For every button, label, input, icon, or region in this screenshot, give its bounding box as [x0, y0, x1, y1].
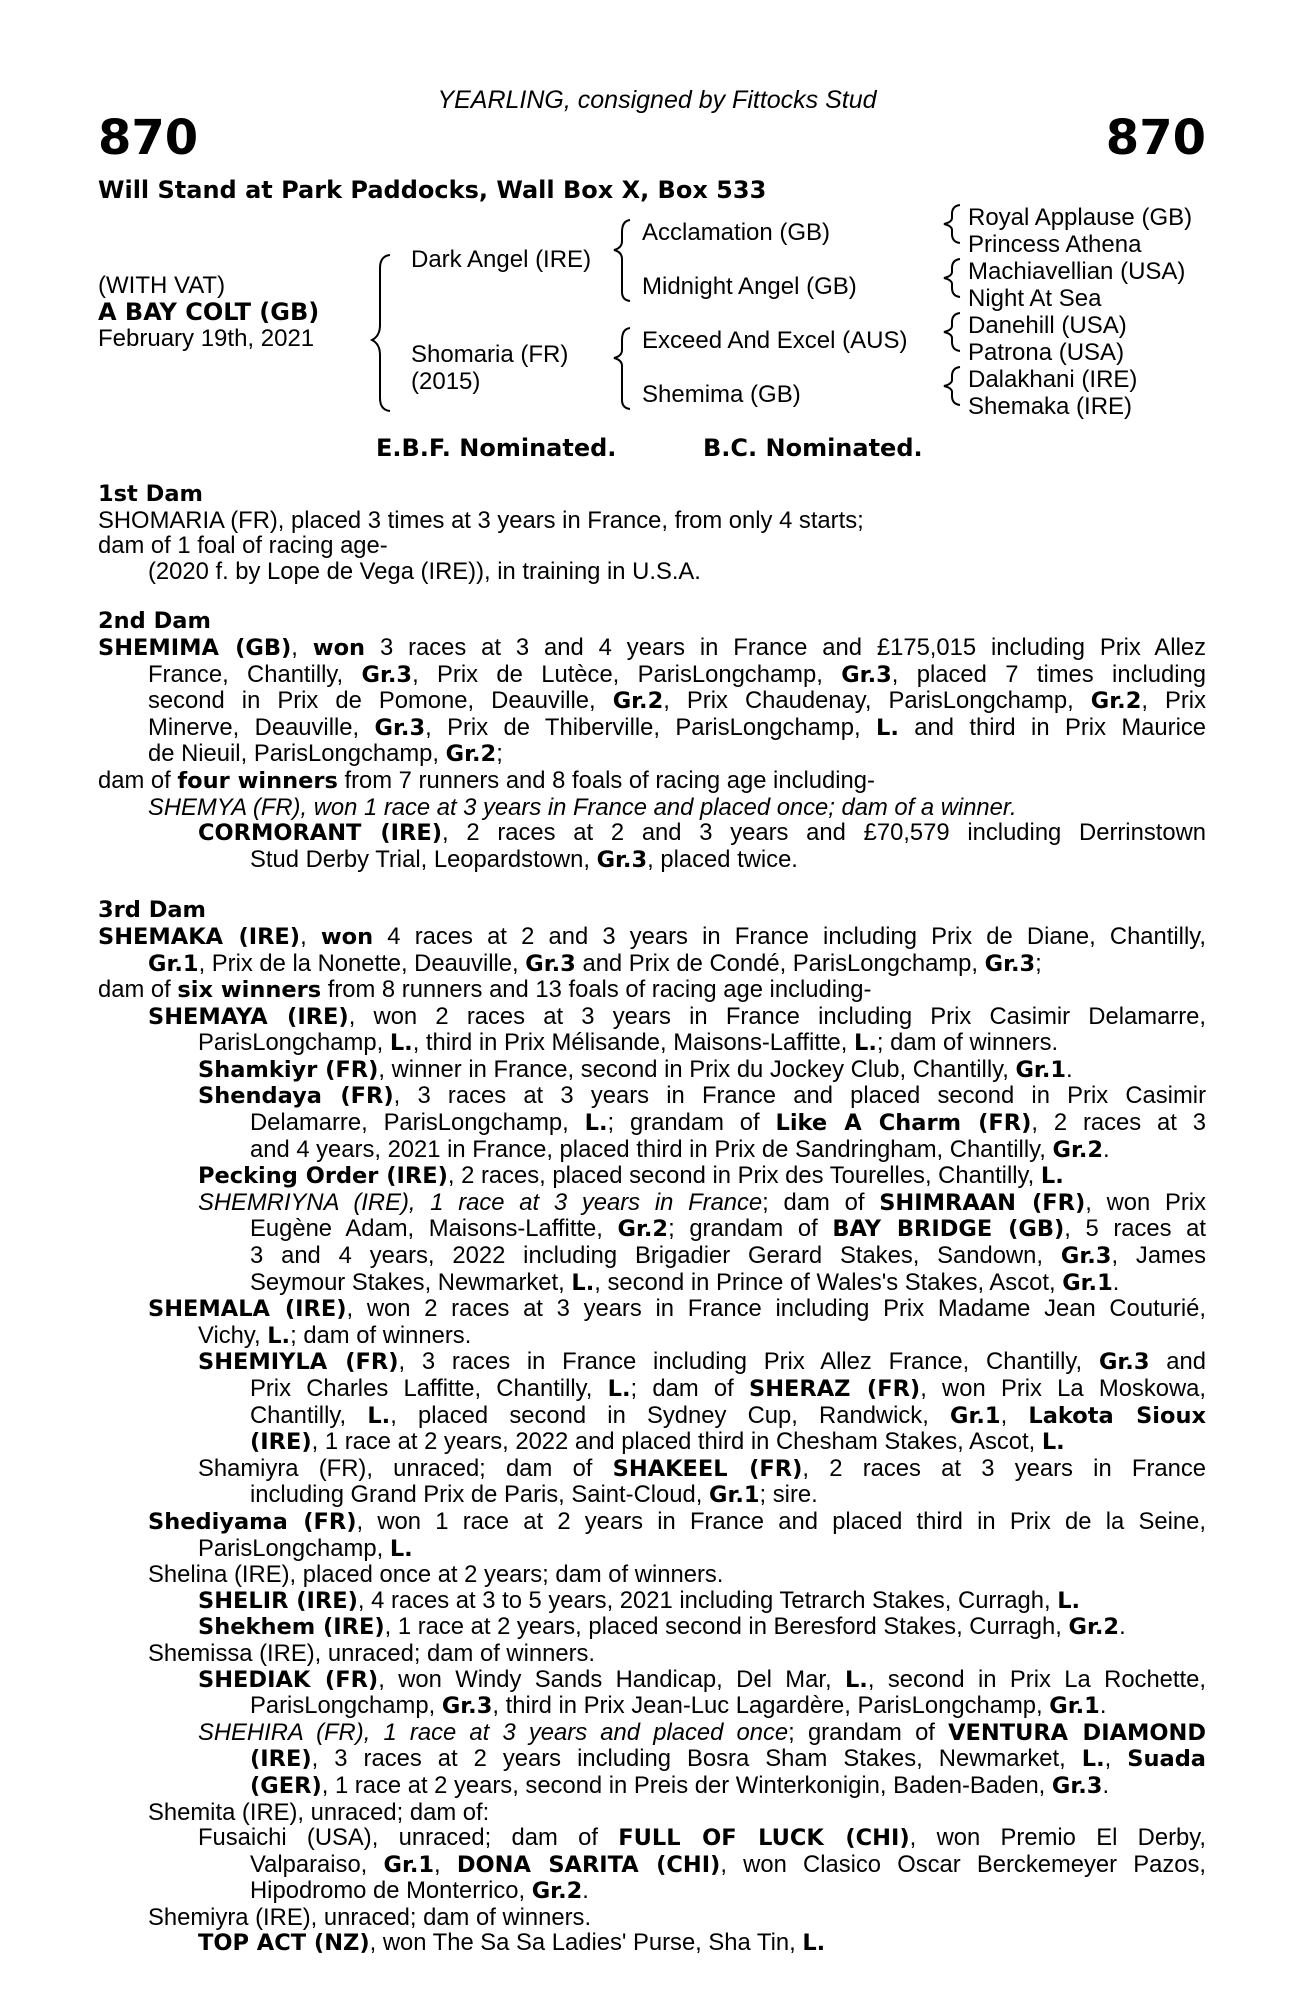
ggp-3: Machiavellian (USA) — [968, 258, 1186, 285]
text-run: ParisLongchamp, — [198, 1534, 390, 1562]
second-dam-line — [98, 662, 1206, 689]
third-dam-line — [98, 1190, 1206, 1217]
third-dam-line — [98, 1349, 1206, 1376]
italic-run: SHEMRIYNA (IRE) — [198, 1188, 409, 1216]
third-dam-line — [98, 1667, 1206, 1694]
ebf-nomination: E.B.F. Nominated. — [376, 434, 617, 462]
third-dam-line — [98, 1243, 1206, 1270]
text-run: Vichy, — [198, 1321, 268, 1349]
text-run: Stud Derby Trial, Leopardstown, — [250, 845, 597, 873]
bold-run: L. — [607, 1376, 631, 1402]
bold-run: SHAKEEL (FR) — [612, 1455, 803, 1482]
ggp-8: Shemaka (IRE) — [968, 393, 1133, 420]
text-run: , Prix Chaudenay, ParisLongchamp, — [663, 687, 1091, 715]
text-run: ; dam of — [762, 1188, 880, 1216]
text-run: ; dam of winners. — [290, 1321, 472, 1349]
grade: Gr.2 — [612, 688, 664, 715]
second-dam-line — [98, 741, 1206, 768]
first-dam-line: dam of 1 foal of racing age- — [98, 532, 388, 560]
bold-run: Gr.2 — [617, 1216, 669, 1243]
dam: Shomaria (FR) — [411, 341, 569, 368]
text-run: , placed 7 times including — [891, 660, 1206, 688]
text-run: 3 and 4 years, 2022 including Brigadier Gerard Stakes, Sandown, — [250, 1242, 1061, 1270]
text-run: , second in Prince of Wales's Stakes, Ascot, — [594, 1268, 1063, 1296]
text-run: and Prix de Condé, ParisLongchamp, — [575, 949, 985, 977]
text-run: Eugène Adam, Maisons-Laffitte, — [250, 1215, 618, 1243]
text-run: , — [434, 1850, 457, 1878]
grade: Gr.2 — [1090, 688, 1142, 715]
bold-run: Gr.1 — [1049, 1693, 1100, 1720]
text-run: , won Premio El Derby, — [909, 1824, 1206, 1852]
bold-run: six winners — [177, 977, 322, 1004]
text-run: ; — [1035, 949, 1042, 977]
text-run: ; dam of winners. — [876, 1029, 1059, 1057]
text-run: Hipodromo de Monterrico, — [250, 1877, 532, 1905]
text-run: de Nieuil, ParisLongchamp, — [148, 740, 446, 768]
text-run: , 2 races at 3 — [1031, 1109, 1206, 1137]
text-run: , Prix de Lutèce, ParisLongchamp, — [412, 660, 842, 688]
third-dam-line — [98, 1905, 1206, 1931]
third-dam-line — [98, 1614, 1206, 1641]
bold-run: SHIMRAAN (FR) — [879, 1189, 1086, 1216]
grade: Gr.3 — [841, 661, 892, 688]
third-dam-line — [98, 1800, 1206, 1826]
bold-run: Gr.3 — [525, 950, 576, 977]
bold-run: Shediyama (FR) — [148, 1508, 357, 1535]
text-run: , 4 races at 3 to 5 years, 2021 including Tetrarch Stakes, Curragh, — [357, 1586, 1058, 1614]
text-run: and third in Prix Maurice — [898, 713, 1206, 741]
third-dam-section — [98, 924, 1206, 1957]
text-run: ; dam of — [630, 1375, 750, 1402]
third-dam-line — [98, 1163, 1206, 1190]
bold-run: Lakota Sioux — [1028, 1402, 1206, 1429]
first-dam-line: SHOMARIA (FR), placed 3 times at 3 years in France, from only 4 starts; — [98, 506, 864, 534]
bold-run: Gr.1 — [1015, 1056, 1067, 1083]
third-dam-line — [98, 1536, 1206, 1563]
text-run: , won Clasico Oscar Berckemeyer Pazos, — [720, 1850, 1207, 1878]
text-run: , 1 race at 2 years, second in Preis der Winterkonigin, Baden-Baden, — [321, 1771, 1052, 1799]
text-run: . — [1066, 1055, 1073, 1083]
third-dam-line — [98, 1878, 1206, 1905]
bold-run: FULL OF LUCK (CHI) — [618, 1825, 910, 1852]
italic-run: SHEHIRA (FR) — [198, 1718, 364, 1746]
third-dam-line — [98, 1216, 1206, 1243]
second-dam-line — [98, 820, 1206, 847]
bold-run: L. — [389, 1030, 413, 1057]
bold-run: SHERAZ (FR) — [749, 1376, 921, 1402]
text-run: , won 2 races at 3 years in France including Prix Madame Jean Couturié, — [346, 1295, 1206, 1323]
third-dam-line — [98, 951, 1206, 978]
catalogue-body — [98, 482, 1206, 1957]
text-run: . — [1119, 1613, 1126, 1641]
ggp-7: Dalakhani (IRE) — [968, 366, 1138, 393]
second-dam-line — [98, 795, 1206, 821]
bold-run: SHEMIYLA (FR) — [198, 1349, 399, 1376]
bold-run: Gr.2 — [1052, 1136, 1104, 1163]
text-run: , 1 race at 2 years, 2022 and placed third in Chesham Stakes, Ascot, — [311, 1428, 1042, 1456]
text-run: , winner in France, second in Prix du Jockey Club, Chantilly, — [378, 1055, 1016, 1083]
third-dam-line — [98, 1057, 1206, 1084]
bold-run: SHEMAKA (IRE) — [98, 923, 301, 950]
third-dam-line — [98, 1773, 1206, 1800]
text-run: including Grand Prix de Paris, Saint-Cloud, — [250, 1481, 709, 1509]
foaling-date: February 19th, 2021 — [98, 325, 315, 352]
text-run: . — [1102, 1771, 1110, 1799]
text-run: , 5 races at — [1064, 1215, 1207, 1243]
bold-run: Gr.3 — [1051, 1772, 1103, 1799]
text-run: ; sire. — [759, 1481, 818, 1509]
text-run: , 2 races, placed second in Prix des Tourelles, Chantilly, — [447, 1162, 1041, 1190]
grade: L. — [875, 714, 899, 741]
third-dam-line — [98, 924, 1206, 951]
text-run: Shemiyra (IRE), unraced; dam of winners. — [148, 1903, 592, 1931]
text-run: . — [1112, 1268, 1120, 1296]
third-dam-line — [98, 1296, 1206, 1323]
text-run: , Prix de Thiberville, ParisLongchamp, — [425, 713, 876, 741]
text-run: , James — [1111, 1242, 1207, 1270]
text-run: 3 races at 3 and 4 years in France and £175,015 including Prix Allez — [365, 633, 1206, 661]
text-run: , placed second in Sydney Cup, Randwick, — [390, 1401, 951, 1429]
third-dam-line — [98, 1693, 1206, 1720]
third-dam-line — [98, 1270, 1206, 1297]
text-run: , 3 races at 2 years including Bosra Sham Stakes, Newmarket, — [311, 1745, 1082, 1773]
third-dam-line — [98, 1746, 1206, 1773]
third-dam-heading: 3rd Dam — [98, 897, 206, 924]
text-run: , — [300, 922, 321, 950]
horse-name: A BAY COLT (GB) — [98, 298, 320, 326]
bc-nomination: B.C. Nominated. — [703, 434, 923, 462]
bold-run: Shekhem (IRE) — [198, 1614, 385, 1641]
bold-run: Gr.1 — [1062, 1269, 1113, 1296]
bold-run: L. — [267, 1322, 291, 1349]
horse-name-bold: CORMORANT (IRE) — [198, 820, 442, 847]
bold-run: Gr.3 — [441, 1693, 493, 1720]
third-dam-line — [98, 1004, 1206, 1031]
second-dam-line — [98, 715, 1206, 742]
bold-run: L. — [389, 1535, 413, 1562]
third-dam-line — [98, 1137, 1206, 1164]
third-dam-line — [98, 1482, 1206, 1509]
text-run: , — [1104, 1745, 1128, 1773]
winners-count: four winners — [177, 767, 338, 794]
bold-run: L. — [1057, 1587, 1081, 1614]
stand-location: Will Stand at Park Paddocks, Wall Box X, Box 533 — [98, 176, 767, 204]
text-run: ; grandam of — [788, 1718, 949, 1746]
third-dam-line — [98, 1110, 1206, 1137]
dam-dam: Shemima (GB) — [642, 381, 801, 408]
bold-run: Gr.3 — [984, 950, 1036, 977]
ggp-4: Night At Sea — [968, 285, 1102, 312]
third-dam-line — [98, 1641, 1206, 1667]
text-run: , won 2 races at 3 years in France including Prix Casimir Delamarre, — [348, 1002, 1207, 1030]
text-run: Shemissa (IRE), unraced; dam of winners. — [148, 1639, 596, 1667]
third-dam-line — [98, 1323, 1206, 1350]
text-run: ; grandam of — [607, 1109, 776, 1137]
text-run: Shemita (IRE), unraced; dam of: — [148, 1798, 490, 1826]
bold-run: won — [320, 923, 374, 950]
bold-run: L. — [367, 1402, 391, 1429]
third-dam-line — [98, 1456, 1206, 1483]
ggp-2: Princess Athena — [968, 231, 1142, 258]
text-run: and — [1149, 1348, 1206, 1376]
second-dam-heading: 2nd Dam — [98, 608, 211, 635]
bold-run: L. — [1081, 1746, 1105, 1773]
bold-run: SHEMAYA (IRE) — [148, 1003, 349, 1030]
text-run: , 3 races at 3 years in France and placed second in Prix Casimir — [393, 1082, 1206, 1110]
text-run: , third in Prix Mélisande, Maisons-Laffitte, — [412, 1029, 855, 1057]
dam-sire: Exceed And Excel (AUS) — [642, 327, 908, 354]
bold-run: L. — [802, 1930, 826, 1957]
text-run: from 7 runners and 8 foals of racing age including- — [337, 766, 875, 794]
dam-year: (2015) — [411, 368, 481, 395]
third-dam-line — [98, 1720, 1206, 1747]
text-run: Minerve, Deauville, — [148, 713, 375, 741]
bold-run: Gr.2 — [531, 1878, 583, 1905]
text-run: from 8 runners and 13 foals of racing age including- — [321, 976, 872, 1004]
grade: Gr.2 — [445, 741, 497, 768]
third-dam-line — [98, 1852, 1206, 1879]
consignor-line: YEARLING, consigned by Fittocks Stud — [437, 86, 877, 114]
bold-run: (IRE) — [250, 1746, 312, 1773]
text-run: , 1 race at 2 years, placed second in Beresford Stakes, Curragh, — [384, 1613, 1069, 1641]
text-run: , — [1000, 1401, 1029, 1429]
text-run: ParisLongchamp, — [198, 1029, 390, 1057]
text-run: and 4 years, 2021 in France, placed third in Prix de Sandringham, Chantilly, — [250, 1135, 1053, 1163]
text-run: , won The Sa Sa Ladies' Purse, Sha Tin, — [369, 1929, 803, 1957]
text-run: second in Prix de Pomone, Deauville, — [148, 687, 613, 715]
italic-run: , 1 race at 3 years in France — [408, 1188, 763, 1216]
text-run: Valparaiso, — [250, 1850, 384, 1878]
text-run: ParisLongchamp, — [250, 1692, 442, 1720]
text-run: ; — [496, 740, 503, 768]
third-dam-line — [98, 1825, 1206, 1852]
lot-number-left: 870 — [98, 110, 199, 166]
bold-run: BAY BRIDGE (GB) — [832, 1216, 1065, 1243]
text-run: , 3 races in France including Prix Allez France, Chantilly, — [398, 1348, 1099, 1376]
text-run: ; grandam of — [668, 1215, 833, 1243]
third-dam-line — [98, 1562, 1206, 1588]
bold-run: (IRE) — [250, 1429, 312, 1456]
text-run: , won Prix — [1085, 1188, 1206, 1216]
bold-run: DONA SARITA (CHI) — [456, 1851, 721, 1878]
bold-run: TOP ACT (NZ) — [198, 1930, 370, 1957]
sire-dam: Midnight Angel (GB) — [642, 273, 857, 300]
bold-run: L. — [844, 1666, 868, 1693]
text-run: , third in Prix Jean-Luc Lagardère, ParisLongchamp, — [492, 1692, 1050, 1720]
text-run: France, Chantilly, — [148, 660, 362, 688]
third-dam-line — [98, 1376, 1206, 1403]
text-run: . — [1103, 1135, 1110, 1163]
text-run: , won 1 race at 2 years in France and placed third in Prix de la Seine, — [356, 1507, 1206, 1535]
bold-run: L. — [1040, 1163, 1064, 1190]
vat-note: (WITH VAT) — [98, 272, 226, 299]
bold-run: Suada — [1127, 1746, 1206, 1773]
text-run: , won 1 race at 3 years in France and placed once; dam of a winner. — [300, 793, 1017, 821]
grade: Gr.3 — [374, 714, 426, 741]
lot-number-right: 870 — [1105, 110, 1206, 166]
bold-run: Shamkiyr (FR) — [198, 1056, 379, 1083]
bold-run: L. — [854, 1030, 877, 1057]
italic-run: , 1 race at 3 years and placed once — [363, 1718, 789, 1746]
text-run: dam of — [98, 976, 178, 1004]
bold-run: Gr.2 — [1068, 1614, 1120, 1641]
text-run: Shamiyra (FR), unraced; dam of — [198, 1454, 613, 1482]
second-dam-line: SHEMIMA (GB), won 3 races at 3 and 4 years in France and £175,015 including Prix Allez — [98, 633, 1206, 661]
bold-run: SHEDIAK (FR) — [198, 1666, 379, 1693]
horse-name-italic: SHEMYA (FR) — [148, 793, 301, 821]
text-run: , 2 races at 2 and 3 years and £70,579 including Derrinstown — [442, 819, 1206, 847]
first-dam-line: (2020 f. by Lope de Vega (IRE)), in training in U.S.A. — [148, 557, 701, 585]
ggp-1: Royal Applause (GB) — [968, 204, 1193, 231]
bold-run: L. — [571, 1269, 595, 1296]
text-run: Chantilly, — [250, 1401, 368, 1429]
sire: Dark Angel (IRE) — [411, 246, 592, 273]
third-dam-line — [98, 1429, 1206, 1456]
third-dam-line — [98, 977, 1206, 1004]
text-run: , placed twice. — [647, 845, 798, 873]
third-dam-line — [98, 1083, 1206, 1110]
text-run: , won Prix La Moskowa, — [920, 1375, 1206, 1402]
won-bold: won — [312, 634, 366, 661]
bold-run: Gr.1 — [383, 1851, 435, 1878]
second-dam-line — [98, 847, 1206, 874]
ggp-6: Patrona (USA) — [968, 339, 1125, 366]
bold-run: Gr.3 — [1098, 1349, 1150, 1376]
bold-run: (GER) — [250, 1772, 322, 1799]
text-run: , second in Prix La Rochette, — [867, 1665, 1206, 1693]
third-dam-line — [98, 1588, 1206, 1615]
bold-run: Gr.1 — [708, 1482, 760, 1509]
third-dam-line — [98, 1509, 1206, 1536]
grade: Gr.3 — [361, 661, 413, 688]
bold-run: Gr.3 — [1060, 1243, 1112, 1270]
text-run: Shelina (IRE), placed once at 2 years; dam of winners. — [148, 1561, 724, 1589]
text-run: . — [582, 1877, 589, 1905]
text-run: dam of — [98, 766, 178, 794]
text-run: Fusaichi (USA), unraced; dam of — [198, 1824, 619, 1852]
second-dam-line — [98, 688, 1206, 715]
text-run: Seymour Stakes, Newmarket, — [250, 1268, 572, 1296]
text-run: , 2 races at 3 years in France — [802, 1454, 1206, 1482]
bold-run: Like A Charm (FR) — [775, 1110, 1032, 1137]
text-run: Prix Charles Laffitte, Chantilly, — [250, 1375, 608, 1402]
text-run: Delamarre, ParisLongchamp, — [250, 1109, 585, 1137]
grade: Gr.3 — [596, 846, 648, 873]
bold-run: Gr.1 — [148, 950, 199, 977]
text-run: , won Windy Sands Handicap, Del Mar, — [378, 1665, 845, 1693]
bold-run: SHEMALA (IRE) — [148, 1296, 347, 1323]
text-run: 4 races at 2 and 3 years in France including Prix de Diane, Chantilly, — [373, 922, 1206, 950]
bold-run: L. — [1041, 1429, 1065, 1456]
horse-name-bold: SHEMIMA (GB) — [98, 634, 292, 661]
bold-run: Gr.1 — [950, 1402, 1001, 1429]
second-dam-line — [98, 768, 1206, 795]
text-run: , Prix — [1141, 687, 1206, 715]
bold-run: SHELIR (IRE) — [198, 1587, 358, 1614]
third-dam-line — [98, 1030, 1206, 1057]
ggp-5: Danehill (USA) — [968, 312, 1127, 339]
text-run: , Prix de la Nonette, Deauville, — [198, 949, 526, 977]
bold-run: Shendaya (FR) — [198, 1083, 394, 1110]
text-run: . — [1099, 1692, 1107, 1720]
bold-run: VENTURA DIAMOND — [948, 1719, 1207, 1746]
first-dam-heading: 1st Dam — [98, 481, 203, 507]
sire-sire: Acclamation (GB) — [642, 219, 831, 246]
third-dam-line — [98, 1930, 1206, 1957]
third-dam-line — [98, 1403, 1206, 1430]
bold-run: Pecking Order (IRE) — [198, 1163, 448, 1190]
bold-run: L. — [584, 1110, 608, 1137]
